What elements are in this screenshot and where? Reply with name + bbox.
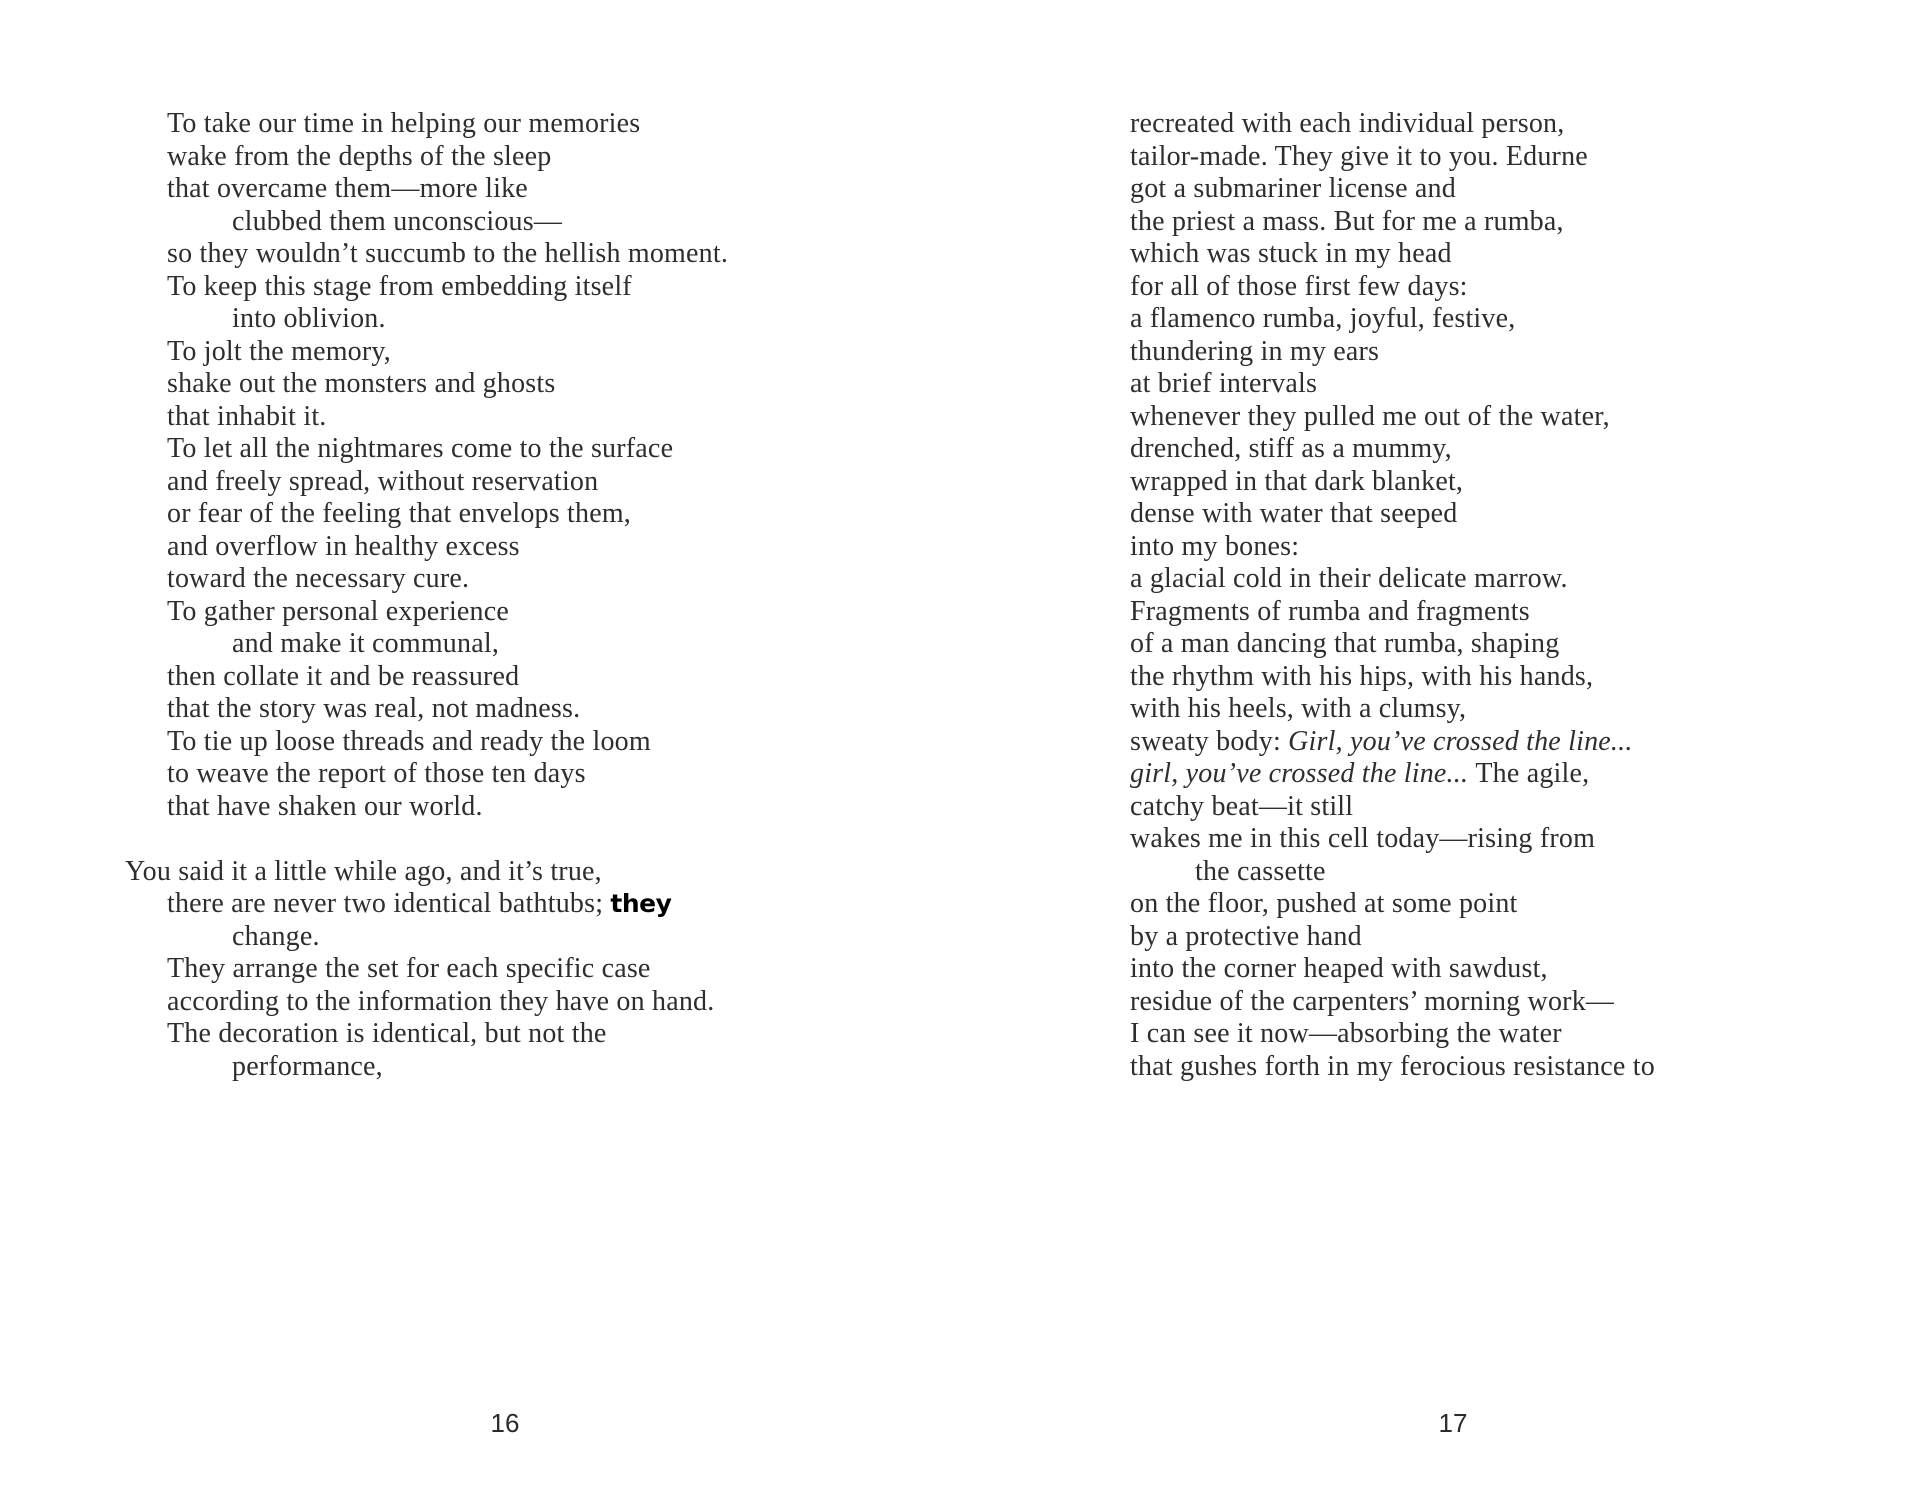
poem-text: with his heels, with a clumsy,: [1130, 693, 1467, 724]
poem-line: [1130, 791, 1818, 824]
poem-text: The agile,: [1475, 758, 1590, 789]
poem-text: wrapped in that dark blanket,: [1130, 465, 1464, 497]
poem-text: wakes me in this cell today—rising from: [1130, 823, 1596, 854]
bold-display-text: they: [610, 889, 672, 918]
page-number-right: 17: [1438, 1408, 1468, 1438]
poem-text: a flamenco rumba, joyful, festive,: [1130, 303, 1516, 334]
poem-text: clubbed them unconscious—: [232, 205, 563, 237]
poem-text: to weave the report of those ten days: [167, 758, 586, 789]
page-number-left: 16: [490, 1408, 520, 1438]
poem-text: performance,: [232, 1050, 383, 1082]
poem-line: [167, 563, 885, 596]
poem-line: [1130, 986, 1818, 1019]
poem-line: [1130, 498, 1818, 531]
poem-line: [1130, 108, 1818, 141]
poem-line: [167, 726, 885, 759]
poem-text: and make it communal,: [232, 628, 500, 659]
poem-line: [1130, 336, 1818, 369]
stanza: [1088, 108, 1818, 1083]
italic-text: Girl, you’ve crossed the line...: [1288, 725, 1633, 757]
poem-text: To jolt the memory,: [167, 335, 391, 367]
poem-line: [167, 401, 885, 434]
poem-line: [232, 206, 885, 239]
poem-line: [1130, 888, 1818, 921]
poem-line: [1130, 563, 1818, 596]
poem-line: [1130, 401, 1818, 434]
poem-line: [167, 433, 885, 466]
poem-text: that the story was real, not madness.: [167, 693, 581, 724]
poem-line: [1130, 758, 1818, 791]
poem-text: recreated with each individual person,: [1130, 108, 1565, 139]
poem-text: at brief intervals: [1130, 368, 1318, 399]
poem-line: [1130, 1018, 1818, 1051]
poem-line: [125, 856, 885, 889]
poem-line: [1130, 531, 1818, 564]
poem-line: [1130, 596, 1818, 629]
page-right: [1088, 108, 1818, 1500]
stanza: [125, 856, 885, 1084]
poem-line: [1130, 693, 1818, 726]
poem-line: [1130, 1051, 1818, 1084]
poem-text: To tie up loose threads and ready the loom: [167, 725, 651, 757]
poem-text: the rhythm with his hips, with his hands,: [1130, 660, 1594, 692]
poem-text: there are never two identical bathtubs;: [167, 888, 611, 919]
poem-text: sweaty body:: [1130, 725, 1289, 757]
poem-line: [167, 498, 885, 531]
poem-text: that overcame them—more like: [167, 173, 528, 204]
poem-text: To take our time in helping our memories: [167, 108, 641, 139]
poem-line: [167, 141, 885, 174]
poem-line: [232, 921, 885, 954]
poem-text: You said it a little while ago, and it’s true,: [125, 855, 602, 887]
poem-text: To let all the nightmares come to the surface: [167, 433, 674, 464]
poem-text: then collate it and be reassured: [167, 660, 520, 692]
stanza: [125, 108, 885, 823]
poem-text: or fear of the feeling that envelops them,: [167, 498, 632, 529]
poem-line: [167, 596, 885, 629]
poem-line: [1130, 661, 1818, 694]
page-left: [125, 108, 885, 1500]
poem-line: [167, 238, 885, 271]
poem-line: [167, 1018, 885, 1051]
poem-text: of a man dancing that rumba, shaping: [1130, 628, 1560, 659]
poem-text: To gather personal experience: [167, 595, 510, 627]
poem-text: catchy beat—it still: [1130, 790, 1354, 822]
poem-line: [167, 531, 885, 564]
poem-line: [167, 693, 885, 726]
poem-line: [1130, 303, 1818, 336]
poem-text: Fragments of rumba and fragments: [1130, 595, 1530, 627]
poem-text: that have shaken our world.: [167, 790, 483, 822]
poem-line: [1130, 726, 1818, 759]
poem-text: residue of the carpenters’ morning work—: [1130, 985, 1615, 1017]
poem-line: [1130, 921, 1818, 954]
poem-line: [167, 466, 885, 499]
poem-line: [167, 336, 885, 369]
italic-text: girl, you’ve crossed the line...: [1130, 758, 1476, 789]
poem-text: shake out the monsters and ghosts: [167, 368, 556, 399]
poem-line: [1130, 433, 1818, 466]
poem-text: which was stuck in my head: [1130, 238, 1452, 269]
poem-text: whenever they pulled me out of the water,: [1130, 400, 1610, 432]
poem-line: [167, 271, 885, 304]
poem-text: wake from the depths of the sleep: [167, 140, 552, 172]
poem-line: [167, 173, 885, 206]
poem-line: [1130, 271, 1818, 304]
poem-text: for all of those first few days:: [1130, 270, 1468, 302]
poem-right: [1088, 108, 1818, 1083]
poem-line: [1130, 238, 1818, 271]
poem-text: the priest a mass. But for me a rumba,: [1130, 205, 1564, 237]
poem-text: on the floor, pushed at some point: [1130, 888, 1518, 919]
poem-line: [167, 888, 885, 921]
poem-line: [167, 661, 885, 694]
poem-line: [167, 368, 885, 401]
poem-text: and overflow in healthy excess: [167, 530, 520, 562]
poem-text: tailor-made. They give it to you. Edurne: [1130, 140, 1588, 172]
poem-text: thundering in my ears: [1130, 335, 1380, 367]
poem-text: a glacial cold in their delicate marrow.: [1130, 563, 1568, 594]
poem-line: [1130, 953, 1818, 986]
poem-line: [1130, 206, 1818, 239]
poem-line: [1130, 628, 1818, 661]
poem-text: I can see it now—absorbing the water: [1130, 1018, 1562, 1049]
poem-text: that gushes forth in my ferocious resistance to: [1130, 1050, 1655, 1082]
poem-text: change.: [232, 920, 320, 952]
poem-text: into my bones:: [1130, 530, 1300, 562]
poem-text: that inhabit it.: [167, 400, 327, 432]
poem-text: by a protective hand: [1130, 920, 1362, 952]
poem-line: [1130, 823, 1818, 856]
poem-left: [125, 108, 885, 1083]
poem-text: into oblivion.: [232, 303, 386, 334]
poem-line: [232, 303, 885, 336]
poem-line: [232, 1051, 885, 1084]
poem-text: The decoration is identical, but not the: [167, 1018, 607, 1049]
poem-line: [1130, 141, 1818, 174]
poem-line: [1130, 368, 1818, 401]
poem-text: according to the information they have on hand.: [167, 985, 715, 1017]
poem-text: and freely spread, without reservation: [167, 465, 599, 497]
poem-text: the cassette: [1195, 855, 1326, 887]
poem-line: [1195, 856, 1818, 889]
poem-line: [167, 758, 885, 791]
poem-line: [167, 986, 885, 1019]
poem-text: into the corner heaped with sawdust,: [1130, 953, 1548, 984]
poem-text: They arrange the set for each specific case: [167, 953, 651, 984]
poem-text: To keep this stage from embedding itself: [167, 270, 632, 302]
poem-line: [167, 791, 885, 824]
poem-line: [167, 108, 885, 141]
poem-line: [1130, 173, 1818, 206]
poem-text: so they wouldn’t succumb to the hellish moment.: [167, 238, 729, 269]
poem-line: [167, 953, 885, 986]
poem-text: toward the necessary cure.: [167, 563, 470, 594]
poem-line: [232, 628, 885, 661]
poem-line: [1130, 466, 1818, 499]
poem-text: drenched, stiff as a mummy,: [1130, 433, 1452, 464]
poem-text: dense with water that seeped: [1130, 498, 1458, 529]
poem-text: got a submariner license and: [1130, 173, 1456, 204]
